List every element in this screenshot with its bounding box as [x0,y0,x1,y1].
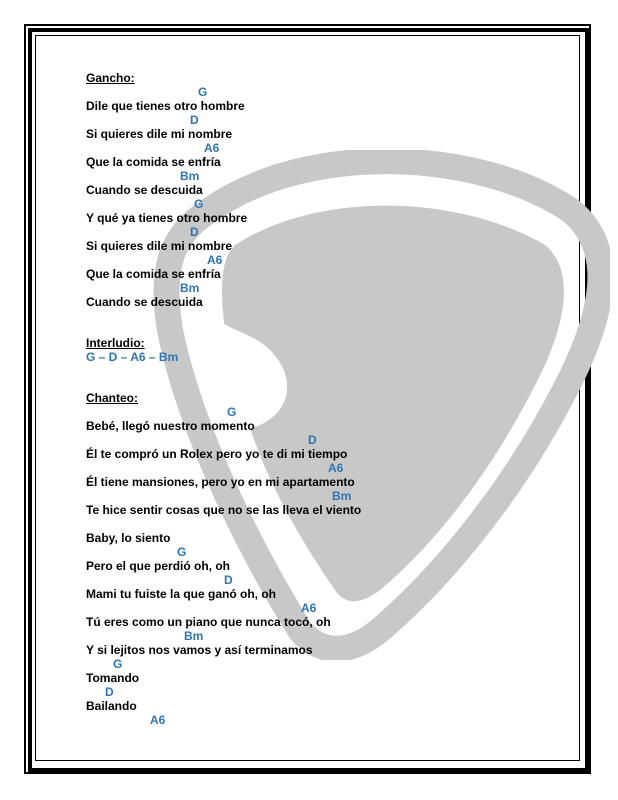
chord: Bm [180,169,200,183]
chord: D [308,433,317,447]
chord: A6 [204,141,220,155]
lyric-line: Y qué ya tienes otro hombre [86,211,248,225]
lyric-line: Bailando [86,699,137,713]
chord: G [198,85,208,99]
interlude-chords: G – D – A6 – Bm [86,350,179,364]
lyric-line: Y si lejitos nos vamos y así terminamos [86,643,313,657]
lyric-line: Tú eres como un piano que nunca tocó, oh [86,615,331,629]
lyric-line: Si quieres dile mi nombre [86,239,233,253]
lyric-line: Que la comida se enfría [86,267,221,281]
lyric-line: Si quieres dile mi nombre [86,127,233,141]
chord: D [105,685,114,699]
chord: Bm [180,281,200,295]
guitar-pick-watermark-icon [150,150,610,660]
chord: G [194,197,204,211]
lyric-line: Dile que tienes otro hombre [86,99,245,113]
lyric-line: Bebé, llegó nuestro momento [86,419,255,433]
lyric-line: Cuando se descuida [86,183,203,197]
chord: Bm [184,629,204,643]
lyric-line: Te hice sentir cosas que no se las lleva el viento [86,503,362,517]
chord: A6 [328,461,344,475]
chord: A6 [150,713,166,727]
chord: A6 [301,601,317,615]
chord: G [177,545,187,559]
chord: D [190,225,199,239]
chord: D [190,113,199,127]
lyric-line: Baby, lo siento [86,531,171,545]
lyric-line: Mami tu fuiste la que ganó oh, oh [86,587,277,601]
section-heading-interludio: Interludio: [86,336,145,350]
chord: A6 [207,253,223,267]
chord: G [227,405,237,419]
section-heading-gancho: Gancho: [86,71,135,85]
lyric-line: Cuando se descuida [86,295,203,309]
section-heading-chanteo: Chanteo: [86,391,138,405]
chord: Bm [332,489,352,503]
chord: D [224,573,233,587]
lyric-line: Que la comida se enfría [86,155,221,169]
lyric-line: Él te compró un Rolex pero yo te di mi tiempo [86,447,348,461]
lyric-line: Tomando [86,671,140,685]
lyric-line: Él tiene mansiones, pero yo en mi apartamento [86,475,355,489]
lyric-line: Pero el que perdió oh, oh [86,559,231,573]
chord: G [113,657,123,671]
